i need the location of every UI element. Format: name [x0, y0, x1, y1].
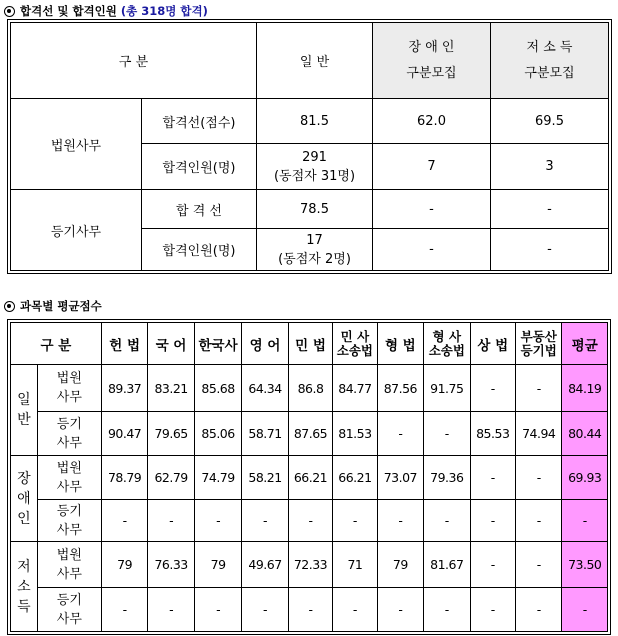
header-subject-line2: 소송법	[428, 342, 465, 358]
cell-general-line1: 17	[306, 232, 323, 248]
score-cell: 72.33	[288, 542, 332, 588]
score-cell: -	[515, 456, 561, 500]
row-group	[11, 365, 38, 456]
score-cell: -	[101, 500, 147, 542]
header-subject: 헌 법	[101, 323, 147, 365]
row-group-char: 반	[17, 412, 31, 428]
score-cell: -	[333, 588, 377, 632]
score-cell: -	[377, 500, 423, 542]
row-subgroup-line: 등기	[56, 592, 82, 608]
score-cell: 79	[101, 542, 147, 588]
score-cell: -	[470, 588, 515, 632]
row-subgroup-line: 사무	[56, 390, 82, 405]
cell-general-line2: (동점자 2명)	[278, 251, 351, 267]
score-cell: -	[515, 588, 561, 632]
row-group-char: 득	[17, 598, 31, 615]
score-cell: 90.47	[101, 412, 147, 456]
row-subgroup-line: 등기	[56, 503, 82, 519]
cell-disabled: 7	[373, 144, 491, 190]
row-subgroup-line: 법원	[56, 460, 82, 476]
row-item: 합격인원(명)	[142, 229, 257, 271]
row-subgroup	[37, 542, 101, 588]
score-cell: 91.75	[424, 365, 470, 412]
score-cell: -	[515, 500, 561, 542]
score-cell: -	[470, 542, 515, 588]
score-cell: 86.8	[288, 365, 332, 412]
row-subgroup-line: 법원	[56, 547, 82, 563]
score-cell: -	[148, 588, 194, 632]
score-cell: 71	[333, 542, 377, 588]
score-cell: 89.37	[101, 365, 147, 412]
section-title-averages	[4, 298, 102, 314]
score-cell: -	[470, 365, 515, 412]
score-cell: -	[242, 588, 288, 632]
score-cell: -	[288, 588, 332, 632]
row-subgroup	[37, 412, 101, 456]
average-cell: -	[562, 500, 608, 542]
average-cell: 69.93	[562, 456, 608, 500]
section-title-cutoff	[4, 3, 208, 19]
header-general: 일 반	[257, 23, 373, 99]
score-cell: 78.79	[101, 456, 147, 500]
score-cell: -	[101, 588, 147, 632]
row-item: 합격선(점수)	[142, 99, 257, 144]
average-cell: 84.19	[562, 365, 608, 412]
score-cell: 76.33	[148, 542, 194, 588]
header-category: 구 분	[11, 23, 257, 99]
cell-general-line1: 291	[302, 149, 327, 165]
header-subject-line2: 등기법	[520, 342, 557, 358]
score-cell: -	[377, 588, 423, 632]
header-disabled-line1: 장 애 인	[408, 39, 455, 55]
row-group-char: 일	[17, 392, 31, 408]
score-cell: 87.65	[288, 412, 332, 456]
header-subject-line1: 민 사	[340, 328, 370, 344]
score-cell: 79	[194, 542, 242, 588]
header-lowincome-line2: 구분모집	[524, 65, 575, 81]
header-subject-line1: 부동산	[520, 328, 557, 344]
cell-general	[257, 229, 373, 271]
header-disabled-line2: 구분모집	[406, 65, 457, 81]
section-title-text: 과목별 평균점수	[20, 299, 102, 313]
header-average: 평균	[562, 323, 608, 365]
score-cell: -	[424, 500, 470, 542]
row-group-registry: 등기사무	[11, 190, 142, 271]
cell-general: 78.5	[257, 190, 373, 229]
cell-general	[257, 144, 373, 190]
average-cell: 73.50	[562, 542, 608, 588]
header-subject: 한국사	[194, 323, 242, 365]
row-subgroup-line: 법원	[56, 371, 82, 386]
row-item: 합격인원(명)	[142, 144, 257, 190]
score-cell: -	[242, 500, 288, 542]
cell-lowincome: -	[491, 190, 609, 229]
score-cell: 81.67	[424, 542, 470, 588]
score-cell: -	[515, 542, 561, 588]
header-subject	[515, 323, 561, 365]
score-cell: 62.79	[148, 456, 194, 500]
bullet-icon	[4, 6, 15, 17]
score-cell: -	[194, 500, 242, 542]
row-subgroup-line: 사무	[56, 611, 82, 627]
header-subject: 상 법	[470, 323, 515, 365]
row-subgroup-line: 사무	[56, 435, 82, 451]
score-cell: 81.53	[333, 412, 377, 456]
score-cell: -	[470, 500, 515, 542]
score-cell: 58.21	[242, 456, 288, 500]
section-title-text: 합격선 및 합격인원	[20, 4, 117, 18]
row-group-court: 법원사무	[11, 99, 142, 190]
header-subject	[333, 323, 377, 365]
score-cell: 79.65	[148, 412, 194, 456]
score-cell: -	[470, 456, 515, 500]
score-cell: 87.56	[377, 365, 423, 412]
score-cell: 66.21	[288, 456, 332, 500]
cell-lowincome: 3	[491, 144, 609, 190]
header-subject: 영 어	[242, 323, 288, 365]
header-subject: 국 어	[148, 323, 194, 365]
score-cell: 64.34	[242, 365, 288, 412]
cell-disabled: -	[373, 190, 491, 229]
score-cell: 74.94	[515, 412, 561, 456]
row-subgroup	[37, 456, 101, 500]
row-group-char: 애	[17, 490, 31, 507]
row-group-char: 저	[17, 558, 31, 575]
row-group-char: 장	[17, 470, 31, 487]
row-group-char: 인	[17, 510, 31, 527]
score-cell: 79.36	[424, 456, 470, 500]
score-cell: -	[194, 588, 242, 632]
row-subgroup-line: 사무	[56, 522, 82, 538]
cutoff-table	[10, 22, 609, 271]
header-subject: 형 법	[377, 323, 423, 365]
row-group	[11, 456, 38, 542]
score-cell: -	[333, 500, 377, 542]
row-subgroup	[37, 588, 101, 632]
average-score-table	[10, 322, 608, 632]
score-cell: -	[288, 500, 332, 542]
cell-general: 81.5	[257, 99, 373, 144]
row-subgroup-line: 사무	[56, 566, 82, 582]
header-subject-line2: 소송법	[336, 342, 374, 358]
header-subject-line1: 형 사	[432, 328, 462, 344]
score-cell: -	[515, 365, 561, 412]
cell-disabled: -	[373, 229, 491, 271]
score-cell: 84.77	[333, 365, 377, 412]
score-cell: 66.21	[333, 456, 377, 500]
score-cell: -	[148, 500, 194, 542]
score-cell: 83.21	[148, 365, 194, 412]
score-cell: 49.67	[242, 542, 288, 588]
cell-lowincome: -	[491, 229, 609, 271]
row-group-char: 소	[17, 578, 31, 595]
score-cell: 74.79	[194, 456, 242, 500]
score-cell: -	[424, 588, 470, 632]
average-cell: -	[562, 588, 608, 632]
row-subgroup	[37, 365, 101, 412]
row-subgroup-line: 사무	[56, 479, 82, 495]
cell-general-line2: (동점자 31명)	[273, 168, 356, 184]
row-group	[11, 542, 38, 632]
header-lowincome-line1: 저 소 득	[526, 39, 573, 55]
score-cell: 79	[377, 542, 423, 588]
header-subject: 민 법	[288, 323, 332, 365]
score-cell: -	[424, 412, 470, 456]
score-cell: 85.68	[194, 365, 242, 412]
score-cell: 58.71	[242, 412, 288, 456]
bullet-icon	[4, 301, 15, 312]
score-cell: 85.06	[194, 412, 242, 456]
row-subgroup	[37, 500, 101, 542]
score-cell: -	[377, 412, 423, 456]
header-category: 구 분	[11, 323, 102, 365]
header-subject	[424, 323, 470, 365]
section-title-accent: (총 318명 합격)	[120, 4, 208, 18]
row-subgroup-line: 등기	[56, 416, 82, 432]
average-cell: 80.44	[562, 412, 608, 456]
row-item: 합 격 선	[142, 190, 257, 229]
header-disabled	[373, 23, 491, 99]
score-cell: 73.07	[377, 456, 423, 500]
header-lowincome	[491, 23, 609, 99]
cell-lowincome: 69.5	[491, 99, 609, 144]
cell-disabled: 62.0	[373, 99, 491, 144]
score-cell: 85.53	[470, 412, 515, 456]
